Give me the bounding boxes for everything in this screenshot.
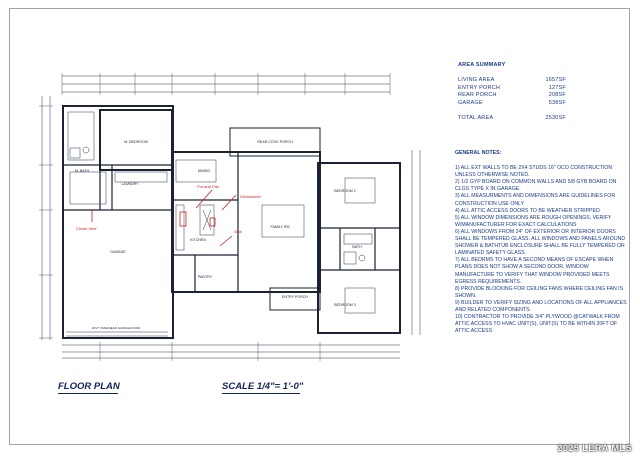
note-item: 2) 1/2 GYP BOARD ON COMMON WALLS AND 5/8 GYB BOARD ON CLGS TYPE X IN GARAGE.: [455, 179, 617, 193]
note-item: 7) ALL BEDRMS TO HAVE A SECOND MEANS OF ESCAPE WHEN PLANS DOES NOT SHOW A SECOND DOOR. WINDOW MANUFACTURE TO VERIFY THAT WINDOW PROVIDED MEETS EGRESS REQUIREMENTS.: [455, 257, 614, 285]
note-item: 3) ALL MEASURMENTS AND DIMENSIONS ARE GUIDELINES FOR CONSTRUCTION USE ONLY: [455, 193, 616, 207]
label-laundry: LAUNDRY: [121, 182, 139, 186]
area-row: REAR PORCH 208SF: [458, 92, 566, 99]
label-bath: BATH: [352, 245, 362, 249]
title-underline: [58, 393, 118, 394]
label-bedroom-3: BEDROOM 3: [334, 303, 356, 307]
area-row: LIVING AREA 1657SF: [458, 77, 566, 83]
area-row: ENTRY PORCH 127SF: [458, 84, 566, 91]
label-rear-porch: REAR COVD PORCH: [257, 140, 293, 144]
general-notes: [455, 150, 627, 335]
label-master-bedroom: M. BEDROOM: [124, 140, 148, 144]
mls-watermark: 2025 LERA MLS: [557, 443, 632, 453]
annotation-dishwasher: Dishwasher: [240, 194, 261, 199]
scale-underline: [222, 393, 300, 394]
area-row: GARAGE 538SF: [458, 99, 566, 106]
label-pantry: PANTRY: [197, 275, 213, 279]
area-summary: [458, 62, 618, 123]
annotation-closet-here: Closet here: [76, 226, 97, 231]
general-notes-header: GENERAL NOTES:: [455, 150, 502, 156]
annotation-sink: Sink: [234, 229, 242, 234]
label-kitchen: KITCHEN: [190, 238, 206, 242]
label-entry-porch: ENTRY PORCH: [281, 295, 309, 299]
area-total-row: TOTAL AREA 2530SF: [458, 115, 566, 122]
label-bedroom-2: BEDROOM 2: [334, 189, 356, 193]
label-master-bath: M. BATH: [74, 169, 90, 173]
area-summary-header: AREA SUMMARY: [458, 62, 506, 68]
note-item: 8) PROVIDE BLOCKING FOR CEILING FANS WHERE CEILING FAN IS SHOWN.: [455, 285, 624, 299]
note-item: 6) ALL WINDOWS FROM 24" OF EXTERIOR OR INTERIOR DOORS SHALL BE TEMPERED GLASS. ALL WINDOWS AND PANELS AROUND SHOWER & BATHTUB ENCLOSURE SHALL BE FULLY TEMPERED OR LAMINATED SAFETY GLASS.: [455, 228, 626, 257]
floor-plan-title: FLOOR PLAN: [58, 381, 120, 392]
label-dining: DINING: [197, 169, 211, 173]
note-item: 9) BUILDER TO VERIFY SIZING AND LOCATIONS OF ALL APPLIANCES AND RELATED COMPONENTS.: [455, 299, 627, 313]
annotation-pot-and-pan: Pot and Pan: [197, 184, 220, 189]
note-item: 4) ALL ATTIC ACCESS DOORS TO BE WEATHER STRIPPED: [455, 207, 600, 214]
scale-label: SCALE 1/4"= 1'-0": [222, 381, 304, 392]
note-item: 5) ALL WINDOW DIMENSIONS ARE ROUGH OPENINGS, VERIFY W/MANUFACTURER FOR EXACT CALCULATIONS: [455, 214, 612, 228]
label-family-room: FAMILY RM: [270, 225, 290, 229]
note-item: 10) CONTRACTOR TO PROVIDE 3/4" PLYWOOD @CATWALK FROM ATTIC ACCESS TO HVAC UNIT(S), UNIT(S) TO BE WITHIN 20FT OF ATTIC ACCESS: [455, 314, 620, 335]
note-item: 1) ALL EXT WALLS TO BE 2X4 STUDS 16" OCO CONSTRUCTION UNLESS OTHERWISE NOTED.: [455, 165, 613, 179]
label-garage-door: 16'x7' OVERHEAD GARAGE DOOR: [91, 326, 141, 330]
label-garage: GARAGE: [110, 250, 126, 254]
